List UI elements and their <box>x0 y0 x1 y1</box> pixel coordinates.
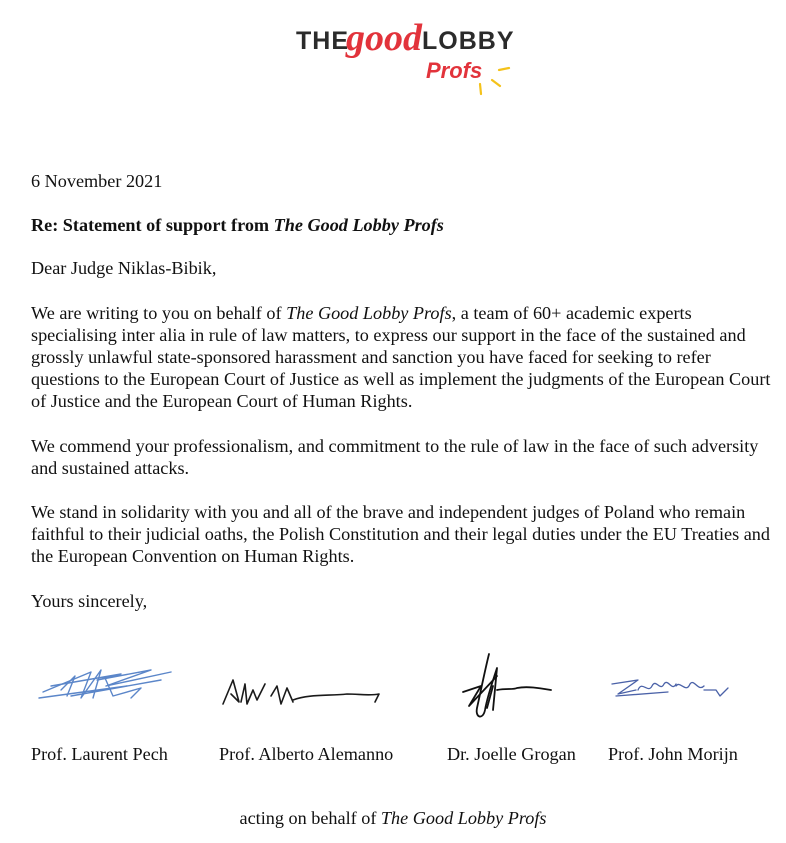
letter-date: 6 November 2021 <box>31 171 163 191</box>
subject-org: The Good Lobby Profs <box>273 215 444 236</box>
good-lobby-profs-logo <box>290 8 530 103</box>
letter-body <box>31 170 771 612</box>
paragraph-2: We commend your professionalism, and commitment to the rule of law in the face of such adversity and sustained attacks. <box>31 435 759 478</box>
closing: Yours sincerely, <box>31 590 148 611</box>
subject-line <box>31 214 771 236</box>
signatory-2 <box>219 650 399 770</box>
signatory-3 <box>447 650 607 770</box>
logo-lobby: LOBBY <box>422 27 515 55</box>
paragraph-1 <box>31 302 771 413</box>
signature-alemanno <box>219 650 399 740</box>
footer-org: The Good Lobby Profs <box>380 808 547 828</box>
salutation: Dear Judge Niklas-Bibik, <box>31 258 217 279</box>
subject-prefix: Re: Statement of support from <box>31 215 274 236</box>
paragraph-1-rest: , a team of 60+ academic experts specialising inter alia in rule of law matters, to express our support in the face of the sustained and grossly unlawful state-sponsored harassment and sanction you have faced for seeking to refer questions to the European Court of Justice as well as implement the judgments of the European Court of Justice and the European Court of Human Rights. <box>31 302 771 412</box>
logo-good: good <box>346 17 422 59</box>
paragraph-1-org: The Good Lobby Profs <box>286 302 452 323</box>
signature-grogan <box>447 650 607 740</box>
logo-profs: Profs <box>426 58 483 83</box>
logo-the: THE <box>296 27 349 55</box>
signature-pech <box>31 650 211 740</box>
signature-block <box>0 650 786 770</box>
paragraph-1-start: We are writing to you on behalf of <box>31 302 287 323</box>
signatory-name-2: Prof. Alberto Alemanno <box>219 744 394 764</box>
signatory-4 <box>608 650 778 770</box>
logo-sparkle-icon <box>480 68 509 94</box>
footer-acting-on-behalf <box>0 807 786 829</box>
signatory-name-1: Prof. Laurent Pech <box>31 744 168 764</box>
signatory-1 <box>31 650 211 770</box>
signature-morijn <box>608 650 778 740</box>
footer-prefix: acting on behalf of <box>239 808 381 828</box>
signatory-name-4: Prof. John Morijn <box>608 744 738 764</box>
paragraph-3: We stand in solidarity with you and all of the brave and independent judges of Poland who remain faithful to their judicial oaths, the Polish Constitution and their legal duties under the EU Treaties and the European Convention on Human Rights. <box>31 502 770 567</box>
signatory-name-3: Dr. Joelle Grogan <box>447 744 576 764</box>
